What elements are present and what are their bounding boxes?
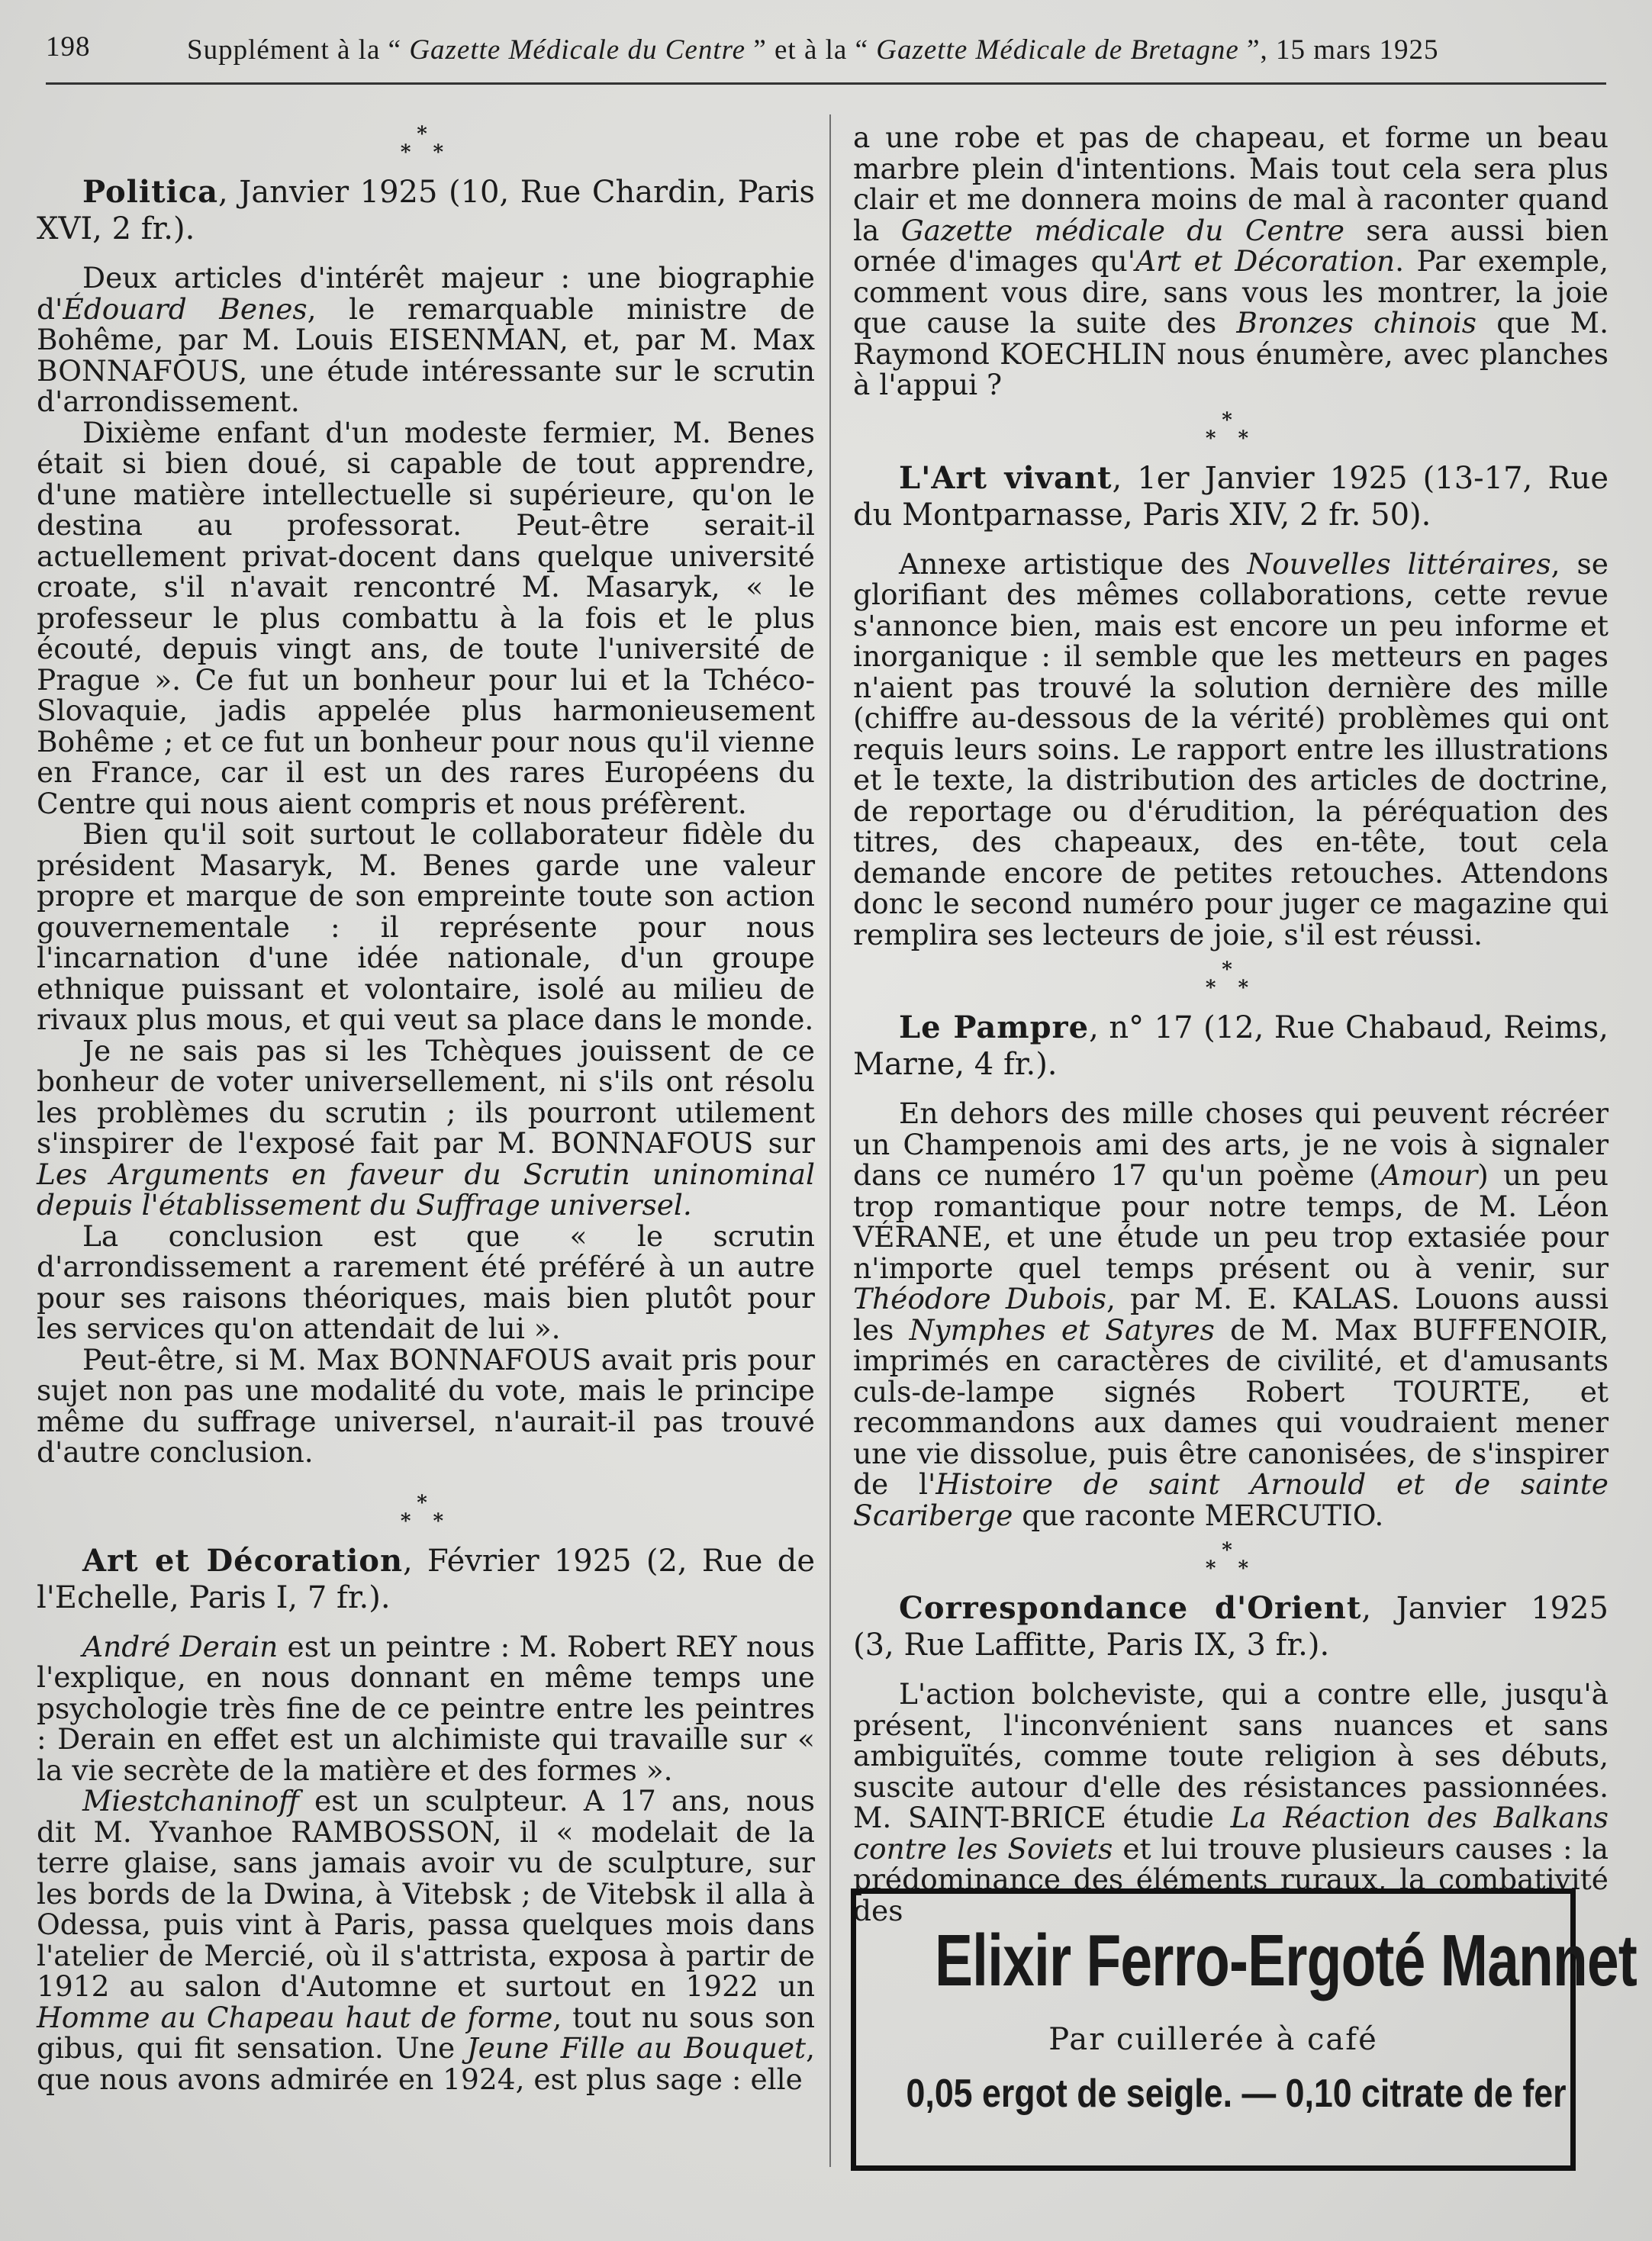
right-column	[853, 122, 1609, 1926]
entry-title-art-decoration: Art et Décoration, Février 1925 (2, Rue de l'Echelle, Paris I, 7 fr.).	[37, 1542, 815, 1615]
paragraph: Annexe artistique des Nouvelles littéraires, se glorifiant des mêmes collaborations, cette revue s'annonce bien, mais est encore un peu informe et inorganique : il semble que les metteurs en pages n'aient pas trouvé la solution dernière des mille (chiffre au-dessous de la vérité) problèmes qui ont requis leurs soins. Le rapport entre les illustrations et le texte, la distribution des articles de doctrine, de reportage ou d'érudition, la péréquation des titres, des chapeaux, des en-tête, tout cela demande encore de petites retouches. Attendons donc le second numéro pour juger ce magazine qui remplira ses lecteurs de joie, s'il est réussi.	[853, 546, 1609, 951]
entry-title-politica: Politica, Janvier 1925 (10, Rue Chardin, Paris XVI, 2 fr.).	[37, 174, 815, 246]
left-column	[37, 122, 815, 2094]
section-separator: * * *	[400, 123, 452, 164]
page-header	[46, 26, 1606, 79]
paragraph: Bien qu'il soit surtout le collaborateur fidèle du président Masaryk, M. Benes garde une valeur propre et marque de son empreinte toute son action gouvernementale : il représente pour nous l'incarnation d'une idée nationale, d'un groupe ethnique puissant et volontaire, isolé au milieu de rivaux plus mous, et qui veut sa place dans le monde.	[37, 817, 815, 1036]
paragraph: Dixième enfant d'un modeste fermier, M. Benes était si bien doué, si capable de tout apprendre, d'une matière intellectuelle si supérieure, qu'on le destina au professorat. Peut-être serait-il actuellement privat-docent dans quelque université croate, s'il n'avait rencontré M. Masaryk, « le professeur le plus combattu à la fois et le plus écouté, depuis vingt ans, de toute l'université de Prague ». Ce fut un bonheur pour lui et la Tchéco-Slovaquie, jadis appelée plus harmonieusement Bohême ; et ce fut un bonheur pour nous qu'il vienne en France, car il est un des rares Européens du Centre qui nous aient compris et nous préfèrent.	[37, 415, 815, 820]
section-separator: * * *	[1205, 1539, 1257, 1580]
paragraph: Deux articles d'intérêt majeur : une biographie d'Édouard Benes, le remarquable ministre de Bohême, par M. Louis EISENMAN, et, par M. Max BONNAFOUS, une étude intéressante sur le scrutin d'arrondissement.	[37, 261, 816, 418]
page-number: 198	[46, 31, 91, 63]
header-rule	[46, 82, 1606, 85]
header-text: Supplément à la “ Gazette Médicale du Centre ” et à la “ Gazette Médicale de Bretagne ”, 15 mars 1925	[187, 34, 1439, 66]
paragraph: Peut-être, si M. Max BONNAFOUS avait pris pour sujet non pas une modalité du vote, mais le principe même du suffrage universel, n'aurait-il pas trouvé d'autre conclusion.	[37, 1342, 815, 1469]
paragraph: L'action bolcheviste, qui a contre elle, jusqu'à présent, l'inconvénient sans nuances et sans ambiguïtés, comme toute religion à ses débuts, suscite autour d'elle des résistances passionnées. M. SAINT-BRICE étudie La Réaction des Balkans contre les Soviets et lui trouve plusieurs causes : la prédominance des éléments ruraux, la combativité des	[853, 1677, 1609, 1927]
paragraph: a une robe et pas de chapeau, et forme un beau marbre plein d'intentions. Mais tout cela sera plus clair et me donnera moins de mal à raconter quand la Gazette médicale du Centre sera aussi bien ornée d'images qu'Art et Décoration. Par exemple, comment vous dire, sans vous les montrer, la joie que cause la suite des Bronzes chinois que M. Raymond KOECHLIN nous énumère, avec planches à l'appui ?	[853, 121, 1609, 401]
entry-title-art-vivant: L'Art vivant, 1er Janvier 1925 (13-17, Rue du Montparnasse, Paris XIV, 2 fr. 50).	[853, 459, 1609, 533]
entry-title-pampre: Le Pampre, n° 17 (12, Rue Chabaud, Reims, Marne, 4 fr.).	[853, 1009, 1609, 1082]
section-separator: * * *	[1205, 958, 1257, 1000]
ad-subtitle: Par cuillerée à café	[1048, 2022, 1378, 2057]
paragraph: André Derain est un peintre : M. Robert REY nous l'explique, en nous donnant en même temps une psychologie très fine de ce peintre entre les peintres : Derain en effet est un alchimiste qui travaille sur « la vie secrète de la matière et des formes ».	[37, 1629, 815, 1787]
paragraph: La conclusion est que « le scrutin d'arrondissement a rarement été préféré à un autre pour ses raisons théoriques, mais bien plutôt pour les services qu'on attendait de lui ».	[37, 1219, 815, 1345]
advertisement-box	[851, 1888, 1637, 2171]
paragraph: Je ne sais pas si les Tchèques jouissent de ce bonheur de voter universellement, ni s'ils ont résolu les problèmes du scrutin ; ils pourront utilement s'inspirer de l'exposé fait par M. BONNAFOUS sur Les Arguments en faveur du Scrutin uninominal depuis l'établissement du Suffrage universel.	[37, 1033, 815, 1222]
column-divider	[829, 114, 831, 2167]
paragraph: Miestchaninoff est un sculpteur. A 17 ans, nous dit M. Yvanhoe RAMBOSSON, il « modelait de la terre glaise, sans jamais avoir vu de sculpture, sur les bords de la Dwina, à Vitebsk ; de Vitebsk il alla à Odessa, puis vint à Paris, passa quelques mois dans l'atelier de Mercié, où il s'attrista, exposa à partir de 1912 au salon d'Automne et surtout en 1922 un Homme au Chapeau haut de forme, tout nu sous son gibus, qui fit sensation. Une Jeune Fille au Bouquet, que nous avons admirée en 1924, est plus sage : elle	[37, 1784, 816, 2096]
ad-composition: 0,05 ergot de seigle. — 0,10 citrate de fer	[906, 2072, 1567, 2116]
ad-title: Elixir Ferro-Ergoté Mannet	[934, 1920, 1637, 2001]
section-separator: * * *	[400, 1491, 452, 1533]
paragraph: En dehors des mille choses qui peuvent récréer un Champenois ami des arts, je ne vois à signaler dans ce numéro 17 qu'un poème (Amour) un peu trop romantique pour notre temps, de M. Léon VÉRANE, et une étude un peu trop extasiée pour n'importe quel temps présent ou à venir, sur Théodore Dubois, par M. E. KALAS. Louons aussi les Nymphes et Satyres de M. Max BUFFENOIR, imprimés en caractères de civilité, et d'amusants culs-de-lampe signés Robert TOURTE, et recommandons aux dames qui voudraient mener une vie dissolue, puis être canonisées, de s'inspirer de l'Histoire de saint Arnould et de sainte Scariberge que raconte MERCUTIO.	[853, 1096, 1609, 1532]
entry-title-orient: Correspondance d'Orient, Janvier 1925 (3, Rue Laffitte, Paris IX, 3 fr.).	[853, 1590, 1609, 1663]
section-separator: * * *	[1205, 408, 1257, 450]
